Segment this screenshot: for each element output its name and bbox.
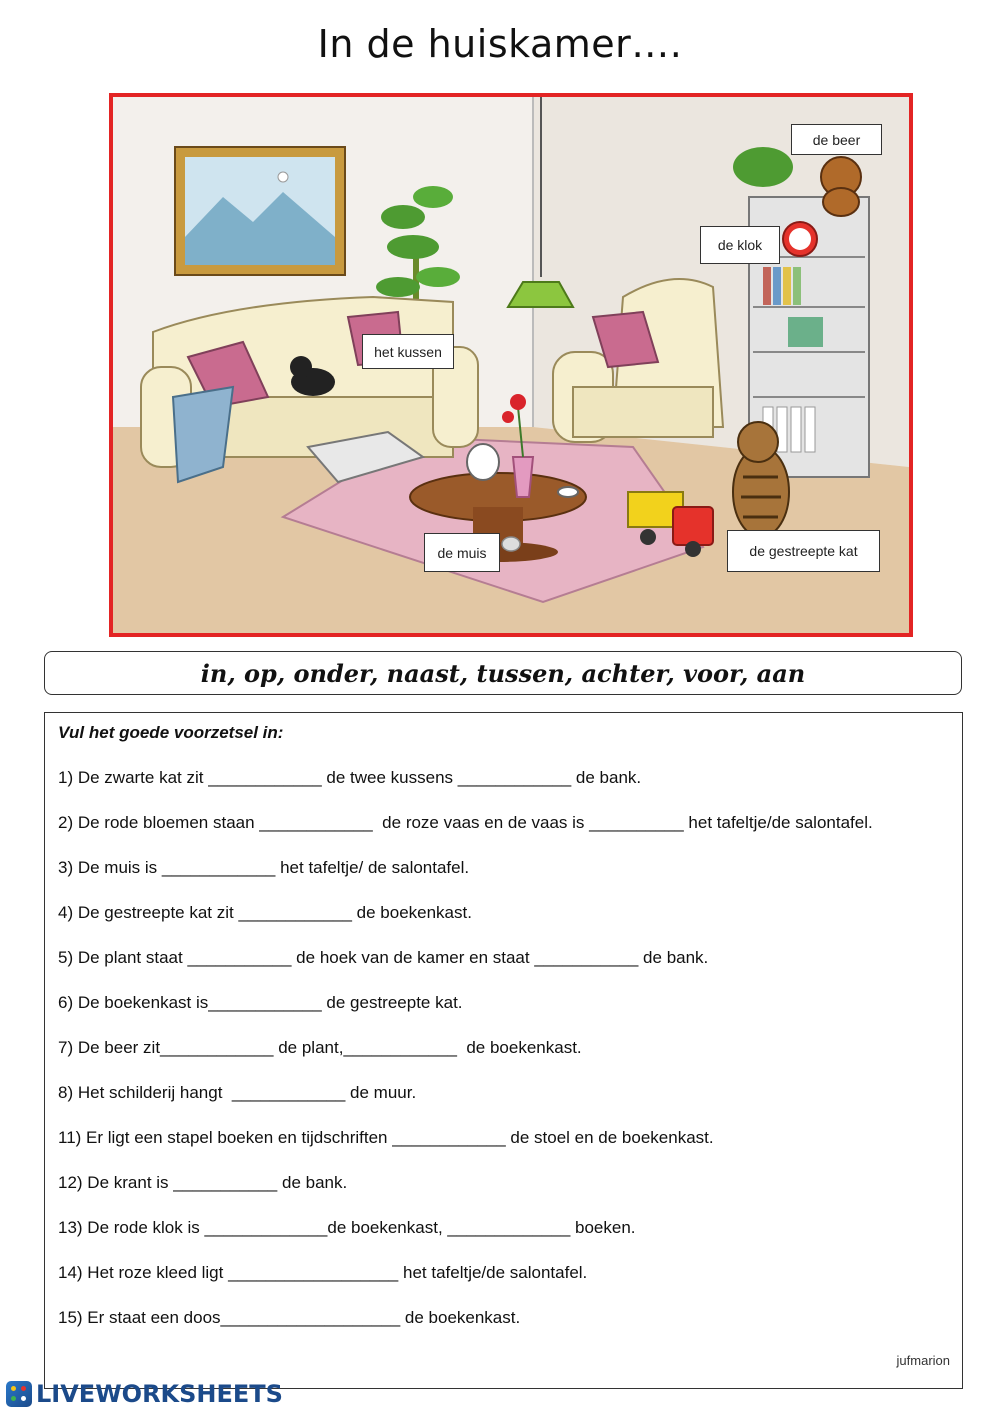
brand-name: LIVEWORKSHEETS [36, 1380, 283, 1408]
label-muis: de muis [424, 533, 500, 572]
sentence-12: 12) De krant is ___________ de bank. [58, 1173, 348, 1192]
author-signature: jufmarion [896, 1353, 950, 1368]
prepositions-bar: in, op, onder, naast, tussen, achter, voor, aan [44, 651, 962, 695]
sentence-11: 11) Er ligt een stapel boeken en tijdschriften ____________ de stoel en de boekenkast. [58, 1128, 714, 1147]
sentence-14: 14) Het roze kleed ligt __________________ het tafeltje/de salontafel. [58, 1263, 588, 1282]
exercise-instruction: Vul het goede voorzetsel in: [58, 723, 284, 742]
worksheet-title: In de huiskamer…. [317, 22, 683, 66]
sentence-7: 7) De beer zit____________ de plant,____________ de boekenkast. [58, 1038, 582, 1057]
exercise-box [44, 712, 963, 1389]
label-beer: de beer [791, 124, 882, 155]
sentence-2: 2) De rode bloemen staan ____________ de roze vaas en de vaas is __________ het tafeltje/de salontafel. [58, 813, 873, 832]
sentence-15: 15) Er staat een doos___________________ de boekenkast. [58, 1308, 521, 1327]
pink-vase [513, 457, 533, 497]
sentence-6: 6) De boekenkast is____________ de gestreepte kat. [58, 993, 463, 1012]
label-gestreepte-kat: de gestreepte kat [727, 530, 880, 572]
sentence-3: 3) De muis is ____________ het tafeltje/ de salontafel. [58, 858, 470, 877]
sentence-1: 1) De zwarte kat zit ____________ de twee kussens ____________ de bank. [58, 768, 642, 787]
mouse [502, 537, 520, 551]
red-flowers [510, 394, 526, 410]
label-kussen: het kussen [362, 334, 454, 369]
sentence-5: 5) De plant staat ___________ de hoek van de kamer en staat ___________ de bank. [58, 948, 709, 967]
living-room-illustration [109, 93, 913, 637]
logo-badge-icon [6, 1381, 32, 1407]
toy-truck [673, 507, 713, 545]
label-klok: de klok [700, 226, 780, 264]
liveworksheets-logo[interactable] [6, 1380, 283, 1408]
sentence-4: 4) De gestreepte kat zit ____________ de boekenkast. [58, 903, 472, 922]
sentence-8: 8) Het schilderij hangt ____________ de muur. [58, 1083, 417, 1102]
sentence-13: 13) De rode klok is _____________de boekenkast, _____________ boeken. [58, 1218, 636, 1237]
